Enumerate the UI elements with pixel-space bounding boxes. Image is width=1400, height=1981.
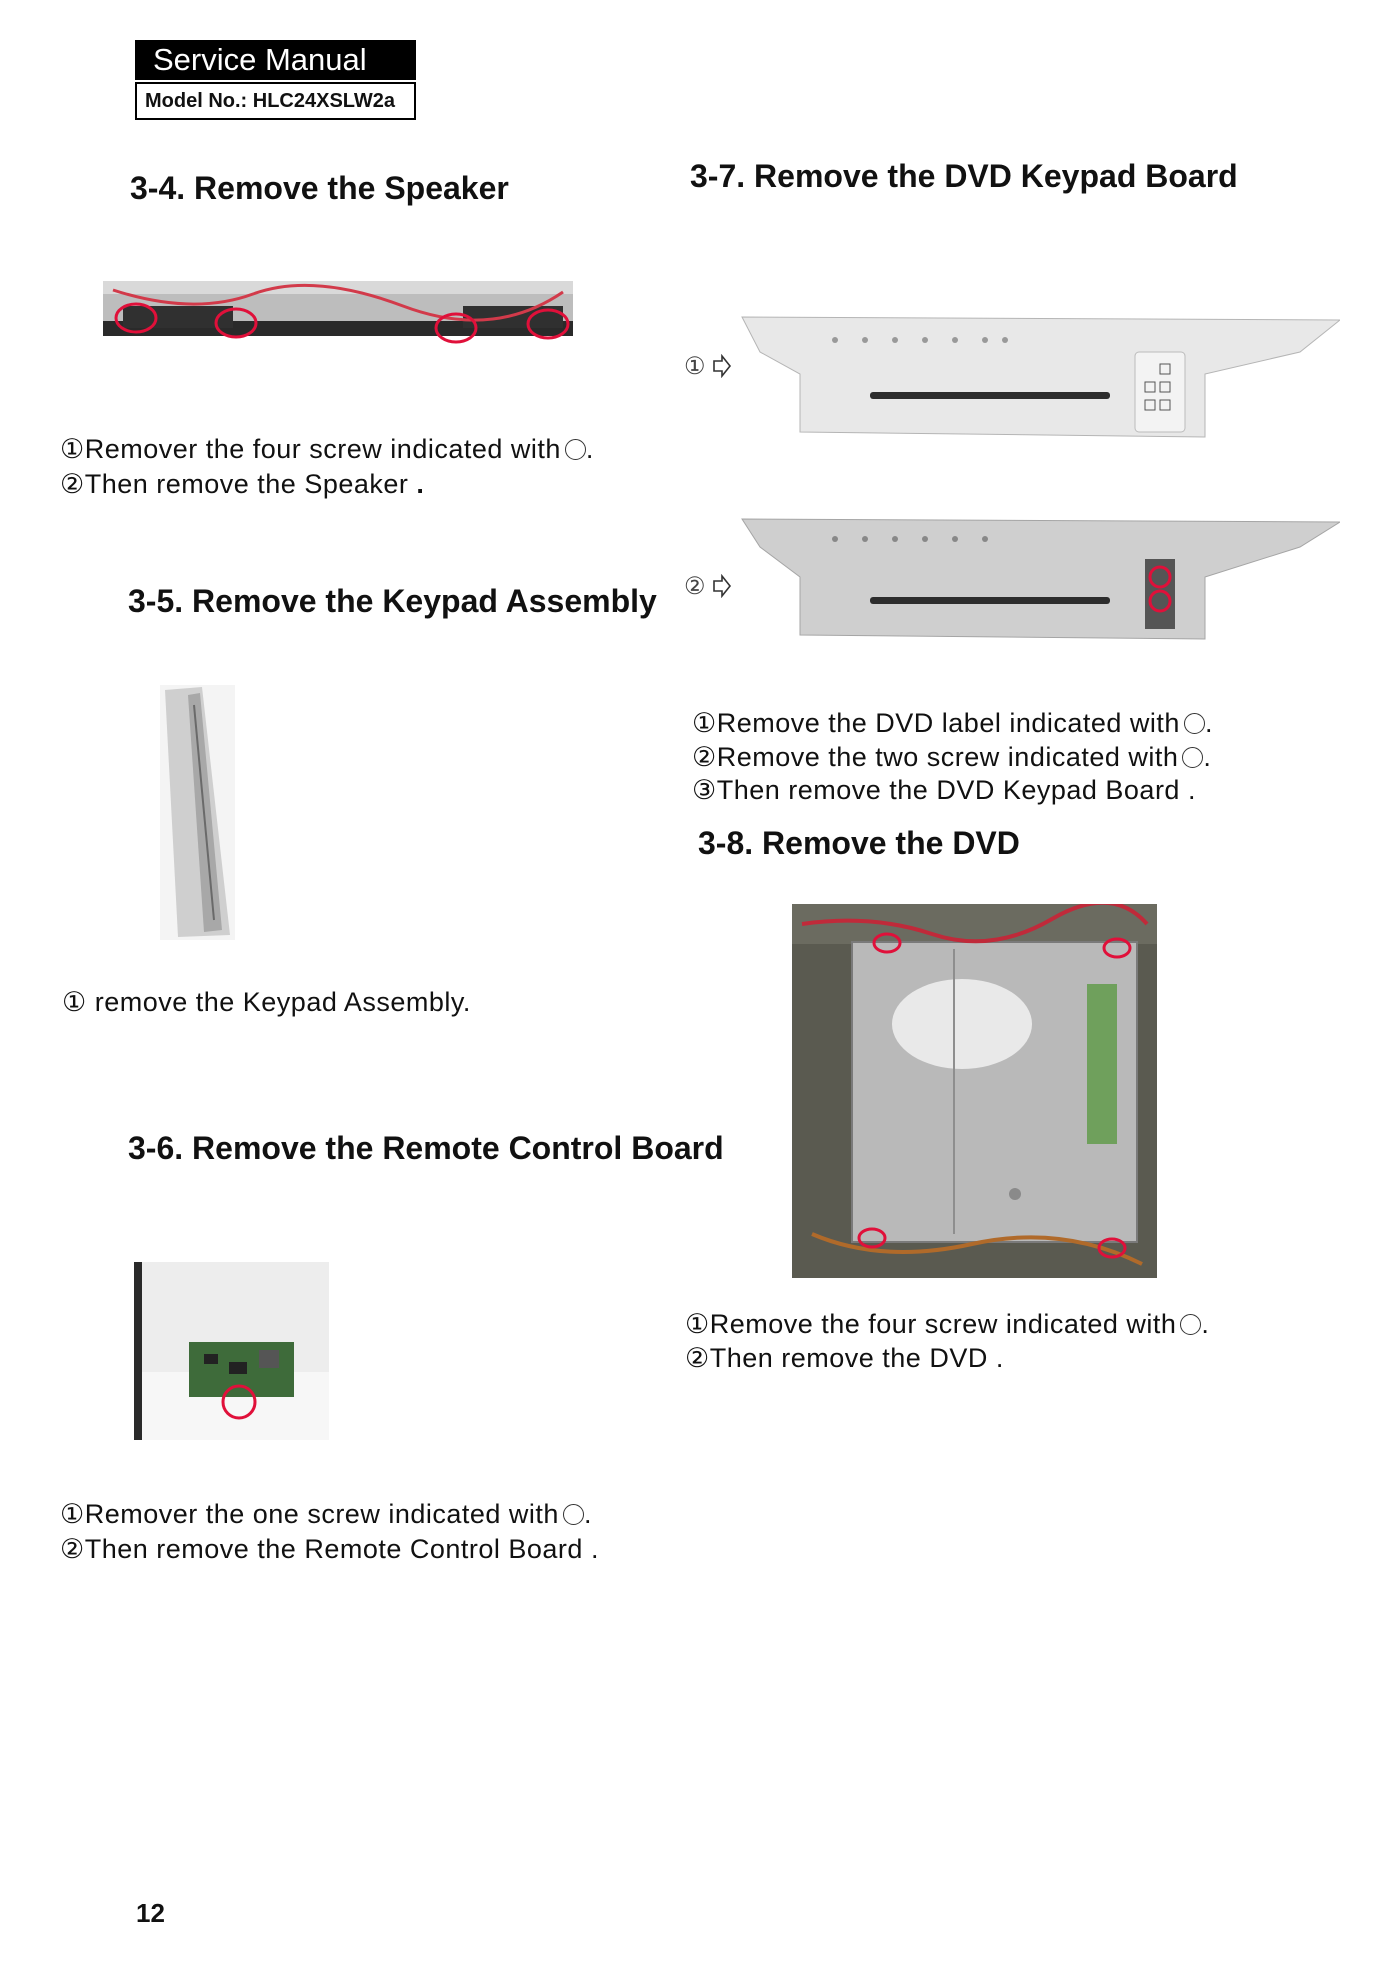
dvd-front-photo-2 [740, 517, 1340, 642]
marker-1: ① [684, 353, 706, 380]
model-number: Model No.: HLC24XSLW2a [135, 82, 416, 120]
circle-icon [565, 439, 586, 460]
section-3-4-title: 3-4. Remove the Speaker [130, 170, 509, 206]
step-3-8-2: ②Then remove the DVD . [685, 1343, 1004, 1373]
section-3-5-title: 3-5. Remove the Keypad Assembly [128, 583, 657, 619]
circle-icon [1180, 1314, 1201, 1335]
step-3-6-2: ②Then remove the Remote Control Board . [60, 1534, 599, 1564]
circle-icon [1184, 713, 1205, 734]
speaker-photo [103, 276, 573, 346]
circle-icon [563, 1504, 584, 1525]
page-number: 12 [136, 1898, 165, 1928]
marker-2: ② [684, 573, 706, 600]
step-3-4-2: ②Then remove the Speaker . [60, 469, 425, 499]
circle-icon [1182, 747, 1203, 768]
header-title: Service Manual [135, 40, 416, 80]
remote-control-board-photo [134, 1262, 329, 1440]
arrow-right-icon [712, 354, 732, 378]
section-3-6-title: 3-6. Remove the Remote Control Board [128, 1130, 724, 1166]
step-3-5-1: ① remove the Keypad Assembly. [62, 987, 471, 1017]
keypad-assembly-photo [160, 685, 235, 940]
step-3-7-3: ③Then remove the DVD Keypad Board . [692, 775, 1196, 805]
step-3-8-1: ①Remove the four screw indicated with . [685, 1309, 1210, 1339]
step-3-6-1: ①Remover the one screw indicated with . [60, 1499, 592, 1529]
section-3-7-title: 3-7. Remove the DVD Keypad Board [690, 158, 1238, 194]
arrow-right-icon [712, 574, 732, 598]
step-3-7-2: ②Remove the two screw indicated with . [692, 742, 1212, 772]
section-3-8-title: 3-8. Remove the DVD [698, 825, 1020, 861]
step-3-7-1: ①Remove the DVD label indicated with . [692, 708, 1213, 738]
step-3-4-1: ①Remover the four screw indicated with . [60, 434, 594, 464]
dvd-front-photo-1 [740, 312, 1340, 442]
dvd-drive-photo [792, 904, 1157, 1278]
